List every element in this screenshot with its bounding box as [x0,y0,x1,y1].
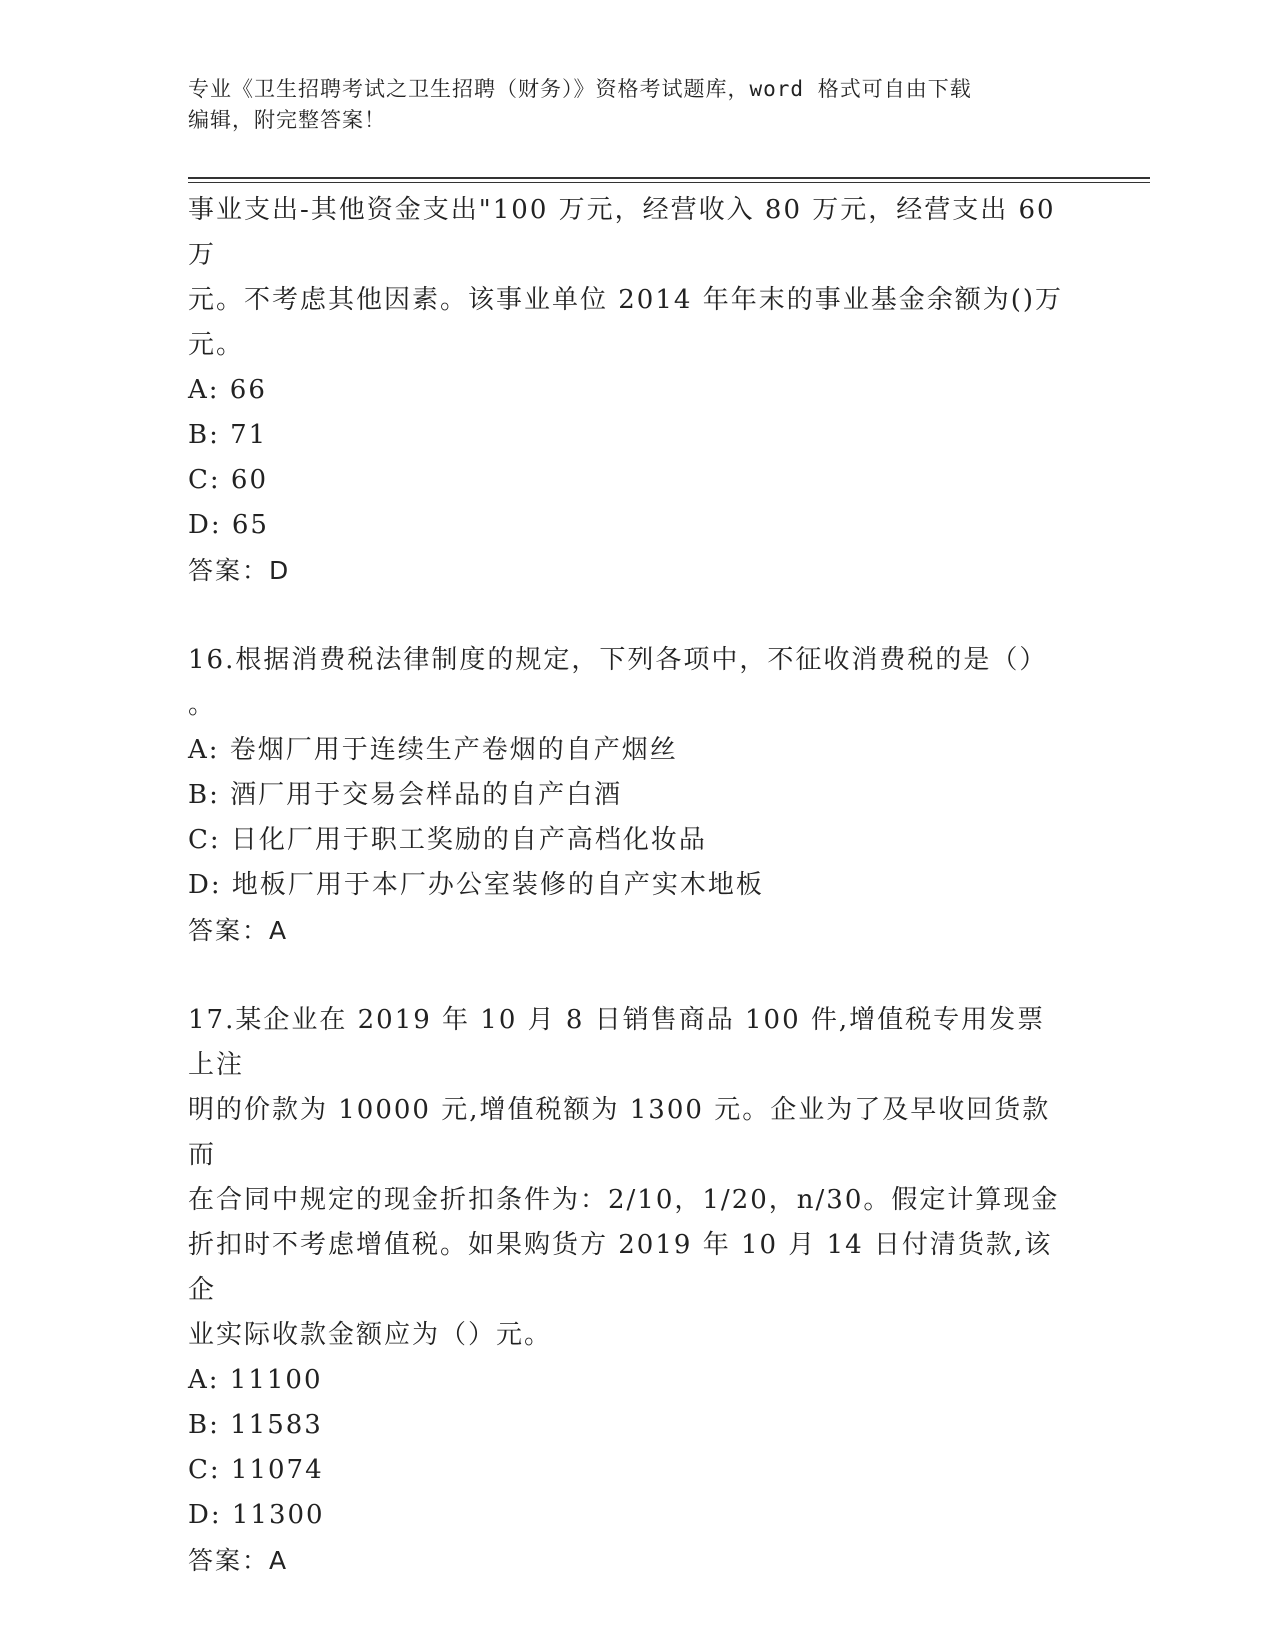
option-d: D: 11300 [188,1500,325,1530]
question-text-line: 在合同中规定的现金折扣条件为：2/10，1/20，n/30。假定计算现金 [188,1185,1060,1215]
header-line-2: 编辑，附完整答案！ [188,108,386,132]
answer-label: 答案：A [188,1546,289,1575]
question-16 [188,638,1068,953]
question-text-line: 16.根据消费税法律制度的规定，下列各项中，不征收消费税的是（） [188,645,1048,675]
question-text-line: 元。 [188,330,245,360]
option-c: C: 60 [188,465,269,495]
question-text-line: 明的价款为 10000 元,增值税额为 1300 元。企业为了及早收回货款而 [188,1095,1051,1170]
option-d: D: 地板厂用于本厂办公室装修的自产实木地板 [188,870,764,900]
option-a: A: 66 [188,375,267,405]
question-15 [188,188,1068,593]
header-divider-thin [188,182,1150,183]
option-a: A: 卷烟厂用于连续生产卷烟的自产烟丝 [188,735,678,765]
question-17 [188,998,1068,1583]
answer-label: 答案：A [188,916,289,945]
questions-content [188,188,1068,1583]
question-text-line: 事业支出-其他资金支出"100 万元，经营收入 80 万元，经营支出 60 万 [188,195,1056,270]
answer-label: 答案：D [188,556,291,585]
question-text-line: 业实际收款金额应为（）元。 [188,1320,553,1350]
header-line-1: 专业《卫生招聘考试之卫生招聘（财务）》资格考试题库，word 格式可自由下载 [188,77,972,101]
question-text-line: 。 [188,690,217,720]
spacer [188,593,1068,638]
option-b: B: 酒厂用于交易会样品的自产白酒 [188,780,623,810]
option-c: C: 11074 [188,1455,324,1485]
question-text-line: 17.某企业在 2019 年 10 月 8 日销售商品 100 件,增值税专用发票上注 [188,1005,1046,1080]
option-c: C: 日化厂用于职工奖励的自产高档化妆品 [188,825,707,855]
spacer [188,953,1068,998]
option-d: D: 65 [188,510,269,540]
option-b: B: 71 [188,420,268,450]
option-a: A: 11100 [188,1365,323,1395]
option-b: B: 11583 [188,1410,323,1440]
question-text-line: 元。不考虑其他因素。该事业单位 2014 年年末的事业基金余额为()万 [188,285,1063,315]
header-divider-thick [188,177,1150,179]
document-header [188,74,1068,136]
question-text-line: 折扣时不考虑增值税。如果购货方 2019 年 10 月 14 日付清货款,该企 [188,1230,1053,1305]
